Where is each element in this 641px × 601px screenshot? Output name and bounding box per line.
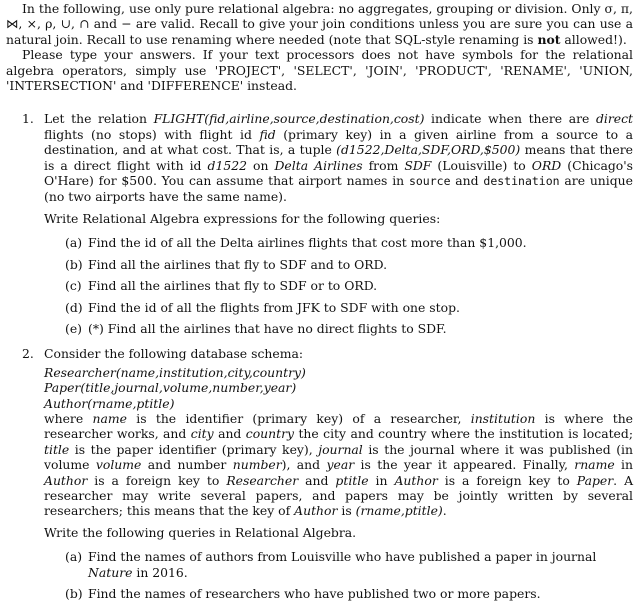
q1-text: (primary key) in a given airline from a source to a destination, and at what cost. That is, a tuple [44,126,633,158]
question-2 [22,346,634,601]
q2-text: is the year it appeared. Finally, [354,457,575,473]
question-2-number: 2. [22,346,34,362]
question-1 [22,111,634,336]
sub-question-text: Find the names of authors from Louisville who have published a paper in journal [88,549,597,565]
airline-name: Delta Airlines [274,157,363,173]
sub-question-letter: (d) [65,299,83,315]
sub-question-text: Find all the airlines that fly to SDF or to ORD. [88,278,378,294]
schema-author: Author(rname,ptitle) [44,395,175,411]
q2-text: is where the researcher works, and [44,410,634,442]
q2-term: Author [294,503,338,519]
q1-text: indicate when there are [424,111,596,127]
q1-text: means that there is a direct flight with id [44,142,633,173]
example-tuple: (d1522,Delta,SDF,ORD,$500) [336,142,521,158]
sub-question-a [65,235,633,251]
question-2-intro: Consider the following database schema: [44,346,304,362]
q2-term: number [232,457,282,473]
q2-term: volume [95,457,142,473]
q2-term: Author [44,472,88,488]
q1-text: and [450,173,484,189]
q2-text: . A researcher may write several papers, and papers may be jointly written by several researchers; this means that the key of [44,472,634,519]
fid-value: d1522 [207,157,247,173]
sub-question-b [65,256,633,272]
q2-term: ptitle [335,472,369,488]
sub-question-c [65,278,633,294]
sub-question-2b [65,586,633,601]
sub-question-text: (*) Find all the airlines that have no direct flights to SDF. [88,320,447,336]
source-attr: source [408,174,451,189]
q2-text: and [298,472,336,488]
question-2-description [44,411,633,519]
sub-question-text: Find the id of all the Delta airlines flights that cost more than $1,000. [88,235,527,251]
intro-text-b: and − are valid. Recall to give your join conditions unless you are sure you can use a natural join. Recall to use renaming where needed (note that SQL-style renaming is [6,16,633,47]
q2-text: is a foreign key to [87,472,227,488]
intro-text-c: allowed!). [560,31,627,47]
sub-question-2a [65,549,633,580]
question-1-instruction: Write Relational Algebra expressions for the following queries: [44,210,441,226]
question-2-instruction: Write the following queries in Relational Algebra. [44,524,357,540]
question-1-number: 1. [22,111,34,127]
q2-term: journal [318,441,363,457]
sub-question-e [65,320,633,336]
sub-question-letter: (c) [65,278,82,294]
q2-text: ), and [281,457,327,473]
schema-paper: Paper(title,journal,volume,number,year) [44,380,297,396]
q2-term: city [190,426,214,442]
q2-text: is the journal where it was published (in volume [44,441,633,473]
journal-name: Nature [88,564,133,580]
intro-text-a: In the following, use only pure relational algebra: no aggregates, grouping or division. Only [22,1,605,16]
flight-relation: FLIGHT(fid,airline,source,destination,cost) [153,111,425,127]
sub-question-letter: (b) [65,256,83,272]
fid-attr: fid [259,126,276,142]
question-1-description [44,111,633,204]
not-emphasis: not [537,31,561,47]
sub-question-text: in 2016. [132,564,188,580]
sub-question-letter: (e) [65,320,83,336]
direct-emphasis: direct [595,111,634,127]
q2-term: institution [470,410,536,426]
q2-text: is the identifier (primary key) of a researcher, [126,410,471,426]
q2-term: Paper [576,472,614,488]
sub-question-text: Find the names of researchers who have published two or more papers. [88,586,541,601]
q2-text: where [44,410,93,426]
q2-term: title [44,441,70,457]
q2-term: name [92,410,127,426]
q2-text: the city and country where the institution is located; [294,426,633,442]
sub-question-letter: (a) [65,235,83,251]
sub-question-d [65,299,633,315]
q2-text: is a foreign key to [437,472,577,488]
q2-term: rname [574,457,615,473]
q2-term: (rname,ptitle) [355,503,443,519]
q1-text: (Chicago's O'Hare) for $500. You can assume that airport names in [44,157,633,189]
q1-text: on [246,157,275,173]
sub-question-text: Find all the airlines that fly to SDF and to ORD. [88,256,388,272]
destination-attr: destination [483,174,560,189]
q2-term: year [326,457,355,473]
q1-text: Let the relation [44,111,154,127]
q1-text: (Louisville) to [431,157,532,173]
intro-paragraph-1 [6,1,633,47]
sdf-code: SDF [404,157,432,173]
q2-term: Author [394,472,438,488]
q1-text: from [362,157,405,173]
q2-text: in [368,472,395,488]
operator-list: σ, π, ⋈, ×, ρ, ∪, ∩ [6,1,633,32]
q2-text: and [213,426,246,442]
q2-text: in [614,457,633,473]
q1-text: flights (no stops) with flight id [44,126,260,142]
q2-term: country [245,426,295,442]
q1-text: are unique (no two airports have the same name). [44,173,633,205]
q2-text: and number [141,457,233,473]
intro-paragraph-2: Please type your answers. If your text processors does not have symbols for the relational algebra operators, simply use 'PROJECT', 'SELECT', 'JOIN', 'PRODUCT', 'RENAME', 'UNION, 'INTERSECTION' and 'DIFFERENCE' instead. [6,47,633,94]
q2-term: Researcher [226,472,299,488]
q2-text: is [337,503,356,519]
q2-text: is the paper identifier (primary key), [69,441,319,457]
sub-question-text: Find the id of all the flights from JFK to SDF with one stop. [88,299,460,315]
sub-question-letter: (b) [65,586,83,601]
schema-researcher: Researcher(name,institution,city,country) [44,364,306,380]
sub-question-letter: (a) [65,549,83,565]
q2-text: . [442,503,447,519]
ord-code: ORD [531,157,562,173]
